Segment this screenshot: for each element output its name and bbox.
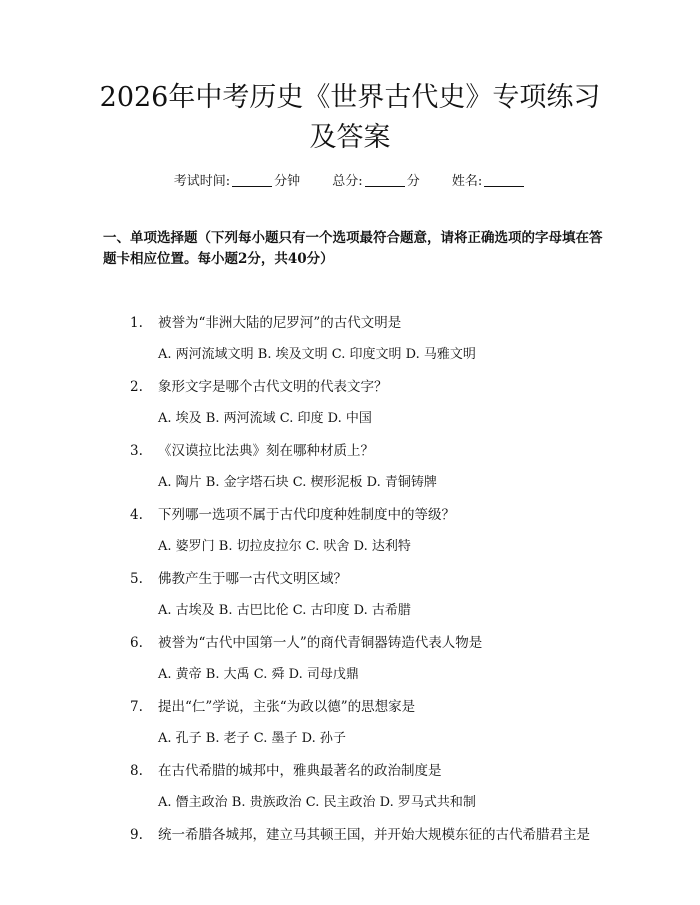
question-text: 下列哪一选项不属于古代印度种姓制度中的等级？ — [158, 507, 455, 523]
question-text: 佛教产生于哪一古代文明区域？ — [158, 571, 347, 587]
name-label: 姓名: — [451, 174, 483, 189]
name-blank — [484, 174, 524, 187]
question-number: 1. — [130, 315, 143, 331]
question — [130, 503, 455, 523]
section-heading: 一、单项选择题（下列每小题只有一个选项最符合题意，请将正确选项的字母填在答题卡相应位置。每小题2分，共40分） — [103, 230, 603, 267]
question-text: 象形文字是哪个古代文明的代表文字？ — [158, 379, 388, 395]
question-text: 统一希腊各城邦，建立马其顿王国，并开始大规模东征的古代希腊君主是 — [158, 827, 590, 843]
question-text: 被誉为“非洲大陆的尼罗河”的古代文明是 — [158, 315, 402, 331]
time-unit: 分钟 — [274, 174, 301, 189]
question-text: 《汉谟拉比法典》刻在哪种材质上？ — [158, 443, 374, 459]
question — [130, 695, 415, 715]
question-options: A. 两河流域文明 B. 埃及文明 C. 印度文明 D. 马雅文明 — [158, 347, 476, 362]
question-text: 提出“仁”学说，主张“为政以德”的思想家是 — [158, 699, 416, 715]
question-number: 8. — [130, 763, 143, 779]
question-options: A. 婆罗门 B. 切拉皮拉尔 C. 吠舍 D. 达利特 — [158, 539, 411, 554]
name-field — [452, 174, 526, 189]
question-options: A. 古埃及 B. 古巴比伦 C. 古印度 D. 古希腊 — [158, 603, 411, 618]
question-options: A. 孔子 B. 老子 C. 墨子 D. 孙子 — [158, 731, 346, 746]
question — [130, 759, 442, 779]
question-options: A. 僭主政治 B. 贵族政治 C. 民主政治 D. 罗马式共和制 — [158, 795, 476, 810]
question-text: 在古代希腊的城邦中，雅典最著名的政治制度是 — [158, 763, 442, 779]
score-field — [332, 174, 424, 189]
question-number: 3. — [130, 443, 143, 459]
time-blank — [232, 174, 272, 187]
question-number: 2. — [130, 379, 143, 395]
score-blank — [365, 174, 405, 187]
exam-meta — [0, 170, 700, 189]
score-label: 总分: — [332, 174, 363, 189]
question — [130, 439, 374, 459]
question — [130, 631, 482, 651]
question-options: A. 埃及 B. 两河流域 C. 印度 D. 中国 — [158, 411, 372, 426]
question-number: 7. — [130, 699, 143, 715]
question — [130, 375, 388, 395]
time-label: 考试时间: — [173, 174, 231, 189]
question-number: 6. — [130, 635, 143, 651]
question — [130, 567, 347, 587]
question-number: 5. — [130, 571, 143, 587]
page-title: 2026年中考历史《世界古代史》专项练习及答案 — [99, 82, 601, 153]
question — [130, 823, 590, 843]
question-text: 被誉为“古代中国第一人”的商代青铜器铸造代表人物是 — [158, 635, 483, 651]
question-number: 9. — [130, 827, 143, 843]
time-field — [174, 174, 305, 189]
question-options: A. 陶片 B. 金字塔石块 C. 楔形泥板 D. 青铜铸牌 — [158, 475, 437, 490]
question — [130, 311, 401, 331]
question-number: 4. — [130, 507, 143, 523]
question-options: A. 黄帝 B. 大禹 C. 舜 D. 司母戊鼎 — [158, 667, 359, 682]
score-unit: 分 — [406, 174, 420, 189]
